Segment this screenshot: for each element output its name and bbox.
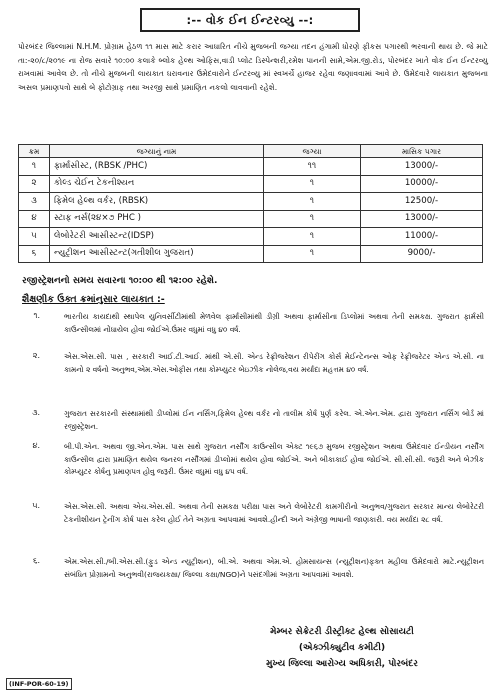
row-serial: ૪ <box>19 210 50 228</box>
row-serial: ૧ <box>19 158 50 176</box>
reference-number: (INF-POR-60-19) <box>6 678 72 690</box>
item-number: ૬. <box>32 556 40 565</box>
row-post: ફાર્માસીસ્ટ, (RBSK /PHC) <box>50 158 264 176</box>
item-number: ૨. <box>32 351 40 360</box>
row-post: લેબોરેટરી આસીસ્ટન્ટ(IDSP) <box>50 228 264 246</box>
row-count: ૧ <box>264 193 361 211</box>
signature-line-2: (એક્ઝીક્યુટીવ કમીટી) <box>298 643 386 653</box>
row-serial: ૨ <box>19 175 50 193</box>
row-post: સ્ટાફ નર્સ(૨૪×૭ PHC ) <box>50 210 264 228</box>
item-number: ૫. <box>32 501 40 510</box>
row-pay: 12500/- <box>361 193 483 211</box>
row-serial: ૩ <box>19 193 50 211</box>
table-row <box>19 193 483 211</box>
item-text: એસ.એસ.સી. અથવા એચ.એસ.સી. અથવા તેની સમકક્ષ પરીક્ષા પાસ અને લેબોરેટરી કામગીરીનો અનુભવ/ગુજરાત સરકાર માન્ય લેબોરેટરી ટેકનીશીયન ટ્રેનીંગ કોર્ષ પાસ કરેલ હોઈ તેને અગ્રતા આપવામાં આવશે.હીન્દી અને અંગ્રેજી ભાષાની જાણકારી. વય મર્યાદા ૨૮ વર્ષ. <box>64 502 484 524</box>
registration-time: રજીસ્ટ્રેશનનો સમય સવારના ૧૦:૦૦ થી ૧૨:૦૦ રહેશે. <box>22 276 218 286</box>
qualification-heading: શૈક્ષણીક ઉક્ત ક્રમાંનુસાર લાયકાત :- <box>22 294 165 305</box>
row-pay: 9000/- <box>361 245 483 263</box>
header-post-name: જગ્યાનું નામ <box>50 145 264 158</box>
row-serial: ૫ <box>19 228 50 246</box>
item-text: ભારતીય કાયદાથી સ્થાપેલ યુનિવર્સીટીમાંથી મેળવેલ ફાર્માસીમાંથી ડીગ્રી અથવા ફાર્માસીના ડિપ્લોમાં અથવા તેની સમકક્ષ. ગુજરાત ફાર્મસી કાઉન્સીલમાં નોંધાયેલ હોવા જોઈએ.ઉંમર વધુમાં વધુ ૪૦ વર્ષ. <box>64 312 484 334</box>
posts-table <box>18 144 483 263</box>
item-number: ૪. <box>32 441 40 450</box>
row-count: ૧ <box>264 245 361 263</box>
item-text: એમ.એસ.સી./બી.એસ.સી.(ફુડ એન્ડ ન્યુટ્રીશન), બી.એ. અથવા એમ.એ. હોમસાયન્સ (ન્યુટ્રીશન)ફક્ત મહીલા ઉમેદવારો માટે.ન્યુટ્રીશન સંબંધિત પ્રોગ્રામનો અનુભવી(રાજયકક્ષા/ જિલ્લા કક્ષા/NGO)ને પસંદગીમાં અગ્રતા આપવામાં આવશે. <box>64 557 484 579</box>
row-pay: 13000/- <box>361 210 483 228</box>
table-row <box>19 158 483 176</box>
row-count: ૧ <box>264 175 361 193</box>
header-vacancies: જગ્યા <box>264 145 361 158</box>
signature-block <box>207 624 477 672</box>
page-title: :-- વોક ઈન ઈન્ટરવ્યુ --: <box>140 8 360 32</box>
row-post: કોલ્ડ ચેઈન ટેકનીશ્યન <box>50 175 264 193</box>
table-row <box>19 245 483 263</box>
row-pay: 10000/- <box>361 175 483 193</box>
intro-paragraph: પોરબંદર જિલ્લામાં N.H.M. પ્રોગ્રામ હેઠળ ૧૧ માસ માટે કરાર આધારિત નીચે મુજબની જગ્યા તદન હંગામી ધોરણે ફીકસ પગારથી ભરવાની થાય છે. જે માટે તા:-૨૦/૮/૨૦૧૯ ના રોજ સવારે ૧૦:૦૦ કલાકે બ્લોક હેલ્થ ઓફિસ,વાડી પ્લોટ ડિસ્પેન્શરી,રમેશ પાનની સામે,એમ.જી.રોડ, પોરબંદર ખાતે વોક ઈન ઈન્ટરવ્યુ રાખવામાં આવેલ છે. તો નીચે મુજબની લાયકાત ધરાવનાર ઉમેદવારોને ઈન્ટરવ્યુ માં સ્વખર્ચે હાજર રહેવા જણાવવામાં આવે છે. ઉમેદવારે લાયકાત મુજબના અસલ પ્રમાણપત્રો સાથે બે ફોટોગ્રાફ તથા અરજી સાથે પ્રમાણિત નકલો લાવવાની રહેશે. <box>18 42 488 92</box>
header-serial: ક્રમ <box>19 145 50 158</box>
row-pay: 13000/- <box>361 158 483 176</box>
item-text: બી.પી.એન. અથવા જી.એન.એમ. પાસ સાથે ગુજરાત નર્સીંગ કાઉન્સીલ એક્ટ ૧૯૬૭ મુજબ રજીસ્ટ્રેશન અથવા ઉમેદવાર ઈન્ડીયન નર્સીંગ કાઉન્સીલ દ્વારા પ્રમાણિત થયેલ જનરલ નર્સીંગમાં ડીપ્લોમાં થયેલ હોવા જોઈએ. અને બીકાકાઈ હોવા જોઈએ. સી.સી.સી. જરૂરી અને બેઝીક કોમ્પ્યુટર કોર્ષનુ પ્રમાણપત્ર હોવુ જરૂરી. ઉંમર વધુમાં વધુ ૪૫ વર્ષ. <box>64 442 484 477</box>
row-pay: 11000/- <box>361 228 483 246</box>
row-count: ૧ <box>264 210 361 228</box>
row-serial: ૬ <box>19 245 50 263</box>
table-row <box>19 210 483 228</box>
row-post: ન્યુટ્રીશન આસીસ્ટન્ટ(ગતીશીલ ગુજરાત) <box>50 245 264 263</box>
item-number: ૧. <box>33 311 40 320</box>
row-count: ૧૧ <box>264 158 361 176</box>
item-number: ૩. <box>32 408 40 417</box>
item-text: એસ.એસ.સી. પાસ , સરકારી આઈ.ટી.આઈ. માંથી એ.સી. એન્ડ રેફ્રીજરેશન રીપેરીંગ કોર્સ મેઈન્ટેનન્સ ઓફ રેફ્રીજરેટર એન્ડ એ.સી. ના કામનો ૨ વર્ષનો અનુભવ,એમ.એસ.ઓફીસ તથા કોમ્પ્યુટર બેઇઝીક નોલેજ,વય મર્યાદા મહત્તમ ૪૦ વર્ષ. <box>64 352 484 374</box>
signature-line-3: મુખ્ય જિલ્લા આરોગ્ય અધિકારી, પોરબંદર <box>266 659 418 669</box>
row-count: ૧ <box>264 228 361 246</box>
table-row <box>19 175 483 193</box>
header-monthly-pay: માસિક પગાર <box>361 145 483 158</box>
item-text: ગુજરાત સરકારની સંસ્થામાંથી ડીપ્લોમાં ઈન નર્સિંગ,ફિમેલ હેલ્થ વર્કર નો તાલીમ કોર્ષ પુર્ણ કરેલ. એ.એન.એમ. દ્વારા ગુજરાત નર્સિંગ બોર્ડ માં રજીસ્ટ્રેશન. <box>64 409 484 431</box>
signature-line-1: મેમ્બર સેક્રેટરી ડીસ્ટ્રીક્ટ હેલ્થ સોસાયટી <box>270 627 414 637</box>
table-row <box>19 228 483 246</box>
row-post: ફિમેલ હેલ્થ વર્કર, (RBSK) <box>50 193 264 211</box>
table-header-row <box>19 145 483 158</box>
